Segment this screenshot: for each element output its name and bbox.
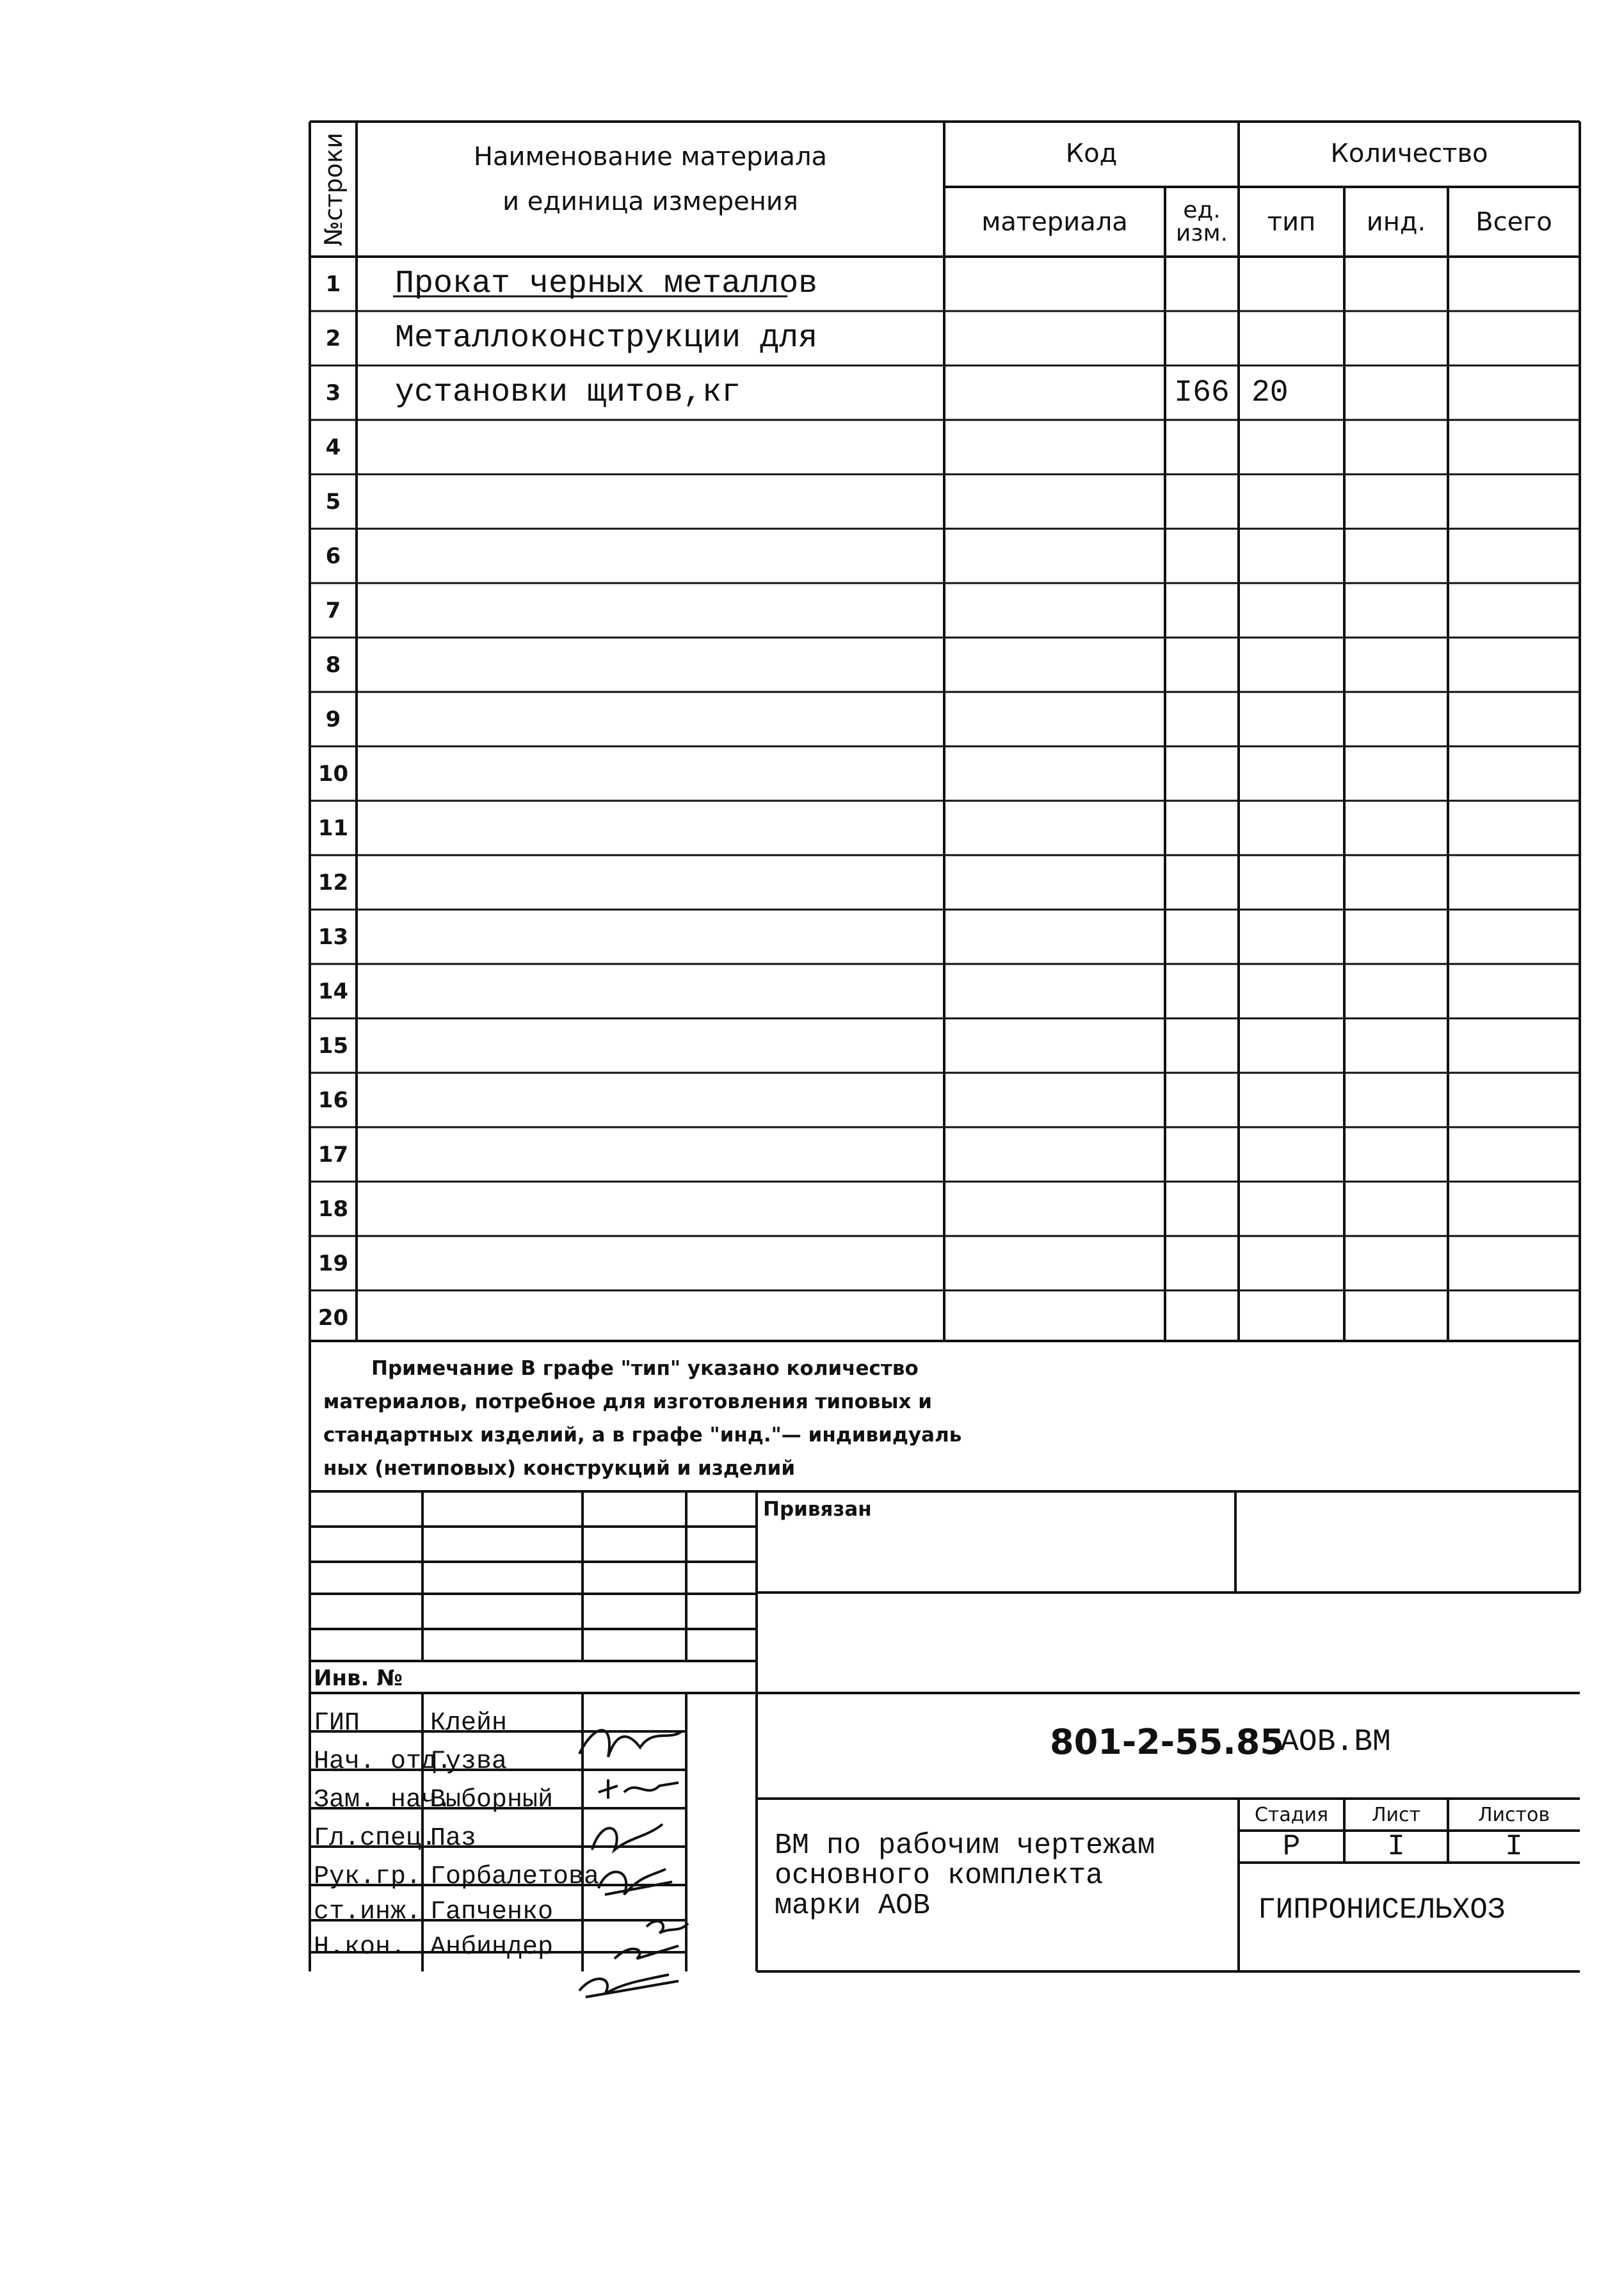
row-name [357,855,944,910]
row-number: 16 [318,1087,349,1113]
header-code-unit [1165,187,1239,257]
header-qty-total-label: Всего [1475,207,1552,237]
row-qty-type [1239,257,1344,311]
title-text-1: ВМ по рабочим чертежам [775,1829,1155,1862]
row-qty-type [1239,855,1344,910]
row-qty-type [1239,746,1344,801]
row-unit-code [1165,801,1239,855]
row-qty-type: 20 [1251,375,1289,410]
row-qty-type [1239,311,1344,365]
row-unit-code [1165,1018,1239,1073]
linked-label-text: Привязан [763,1498,872,1521]
row-number: 2 [325,325,341,351]
row-name [357,801,944,855]
sheets-label-text: Листов [1477,1803,1550,1826]
doc-mark [1280,1725,1391,1760]
row-qty-type [1239,964,1344,1018]
header-row-number-label: №строки [319,132,348,246]
stage-label-text: Стадия [1254,1803,1329,1826]
row-qty-type [1239,474,1344,529]
row-number: 15 [318,1032,349,1059]
sheet-value-text: I [1387,1830,1405,1863]
linked-label [763,1498,872,1521]
staff-name: Клейн [430,1709,508,1738]
title-line1 [775,1829,1155,1862]
stage-label [1239,1799,1344,1831]
doc-code [1050,1722,1284,1762]
row-name: Металлоконструкции для [395,320,818,357]
row-name [357,529,944,583]
row-number: 6 [325,543,341,569]
row-unit-code [1165,529,1239,583]
header-name [357,138,944,176]
staff-name: Гузва [430,1747,508,1776]
header-qty-type-label: тип [1267,207,1316,237]
row-qty-type [1239,529,1344,583]
header-qty-ind [1344,187,1448,257]
note-text-1: Примечание В графе "тип" указано количество [371,1357,919,1380]
row-number: 17 [318,1141,349,1168]
title-text-3: марки АОВ [775,1890,931,1922]
note-text-2: материалов, потребное для изготовления типовых и [323,1390,933,1413]
header-qty-ind-label: инд. [1366,207,1426,237]
note-line3 [323,1424,961,1447]
org-name-text: ГИПРОНИСЕЛЬХОЗ [1258,1893,1506,1927]
row-number: 9 [325,706,341,732]
row-qty-type [1239,801,1344,855]
staff-role: ГИП [314,1709,360,1738]
sheet-label-text: Лист [1371,1803,1421,1826]
row-unit-code [1165,1236,1239,1290]
sheet-label [1344,1799,1448,1831]
row-name [357,638,944,692]
sheet-value [1344,1831,1448,1863]
stage-value-text: Р [1282,1830,1301,1863]
row-name [357,1073,944,1127]
header-code-unit-label: ед. изм. [1175,197,1228,246]
row-name [357,420,944,474]
header-code-material [944,187,1165,257]
row-qty-type [1239,1073,1344,1127]
staff-role: Н.кон. [314,1933,406,1962]
org-name [1258,1893,1505,1927]
row-name [357,1236,944,1290]
row-name [357,910,944,964]
doc-mark-text: АОВ.ВМ [1280,1725,1391,1760]
row-name [357,1018,944,1073]
row-unit-code [1165,692,1239,746]
row-number: 14 [318,978,349,1004]
row-name [357,1182,944,1236]
staff-role: ст.инж. [314,1898,422,1927]
staff-name: Паз [430,1824,477,1853]
staff-name: Гапченко [430,1898,554,1927]
staff-role: Нач. отд. [314,1747,453,1776]
row-qty-type [1239,1290,1344,1345]
row-unit-code [1165,910,1239,964]
row-qty-type [1239,1236,1344,1290]
row-unit-code [1165,420,1239,474]
header-name-2 [357,182,944,221]
row-qty-type [1239,910,1344,964]
note-line1 [371,1357,919,1380]
row-name [357,746,944,801]
row-unit-code [1165,964,1239,1018]
staff-role: Гл.спец. [314,1824,437,1853]
row-unit-code [1165,1073,1239,1127]
note-line2 [323,1390,932,1413]
sheets-value-text: I [1505,1830,1523,1863]
row-unit-code [1165,638,1239,692]
note-text-3: стандартных изделий, а в графе "инд."— индивидуаль [323,1424,962,1447]
staff-name: Анбиндер [430,1933,554,1962]
row-name [357,1290,944,1345]
header-qty-type [1239,187,1344,257]
header-code-label: Код [1065,139,1118,168]
row-name [357,474,944,529]
row-unit-code [1165,855,1239,910]
row-unit-code [1165,1127,1239,1182]
row-qty-type [1239,1182,1344,1236]
row-unit-code [1165,257,1239,311]
header-row-number [310,122,357,257]
row-qty-type [1239,1127,1344,1182]
row-number: 10 [318,760,349,787]
row-unit-code [1165,746,1239,801]
row-unit-code [1165,1182,1239,1236]
row-number: 5 [325,488,341,515]
staff-role: Рук.гр. [314,1863,422,1891]
row-number: 1 [325,271,341,297]
sheets-label [1448,1799,1580,1831]
header-name-line2: и единица измерения [502,187,798,216]
header-name-line1: Наименование материала [473,142,828,172]
row-number: 19 [318,1250,349,1276]
title-text-2: основного комплекта [775,1859,1104,1892]
row-number: 18 [318,1196,349,1222]
note-text-4: ных (нетиповых) конструкций и изделий [323,1457,796,1480]
row-qty-type [1239,692,1344,746]
title-line2 [775,1859,1103,1892]
note-line4 [323,1457,795,1480]
staff-name: Горбалетова [430,1863,600,1891]
row-number: 12 [318,869,349,895]
row-qty-type [1239,1018,1344,1073]
row-name: Прокат черных металлов [395,266,818,302]
stage-value [1239,1831,1344,1863]
sheets-value [1448,1831,1580,1863]
header-quantity [1239,128,1580,179]
header-code [944,128,1239,179]
inv-label-text: Инв. № [314,1665,403,1691]
row-name [357,692,944,746]
staff-name: Выборный [430,1786,554,1815]
row-unit-code: I66 [1174,375,1230,410]
row-number: 13 [318,924,349,950]
row-number: 8 [325,652,341,678]
header-qty-total [1448,187,1580,257]
row-number: 11 [318,815,349,841]
title-line3 [775,1890,930,1922]
row-unit-code [1165,583,1239,638]
row-number: 20 [318,1304,349,1331]
row-number: 7 [325,597,341,623]
row-name [357,583,944,638]
row-name [357,964,944,1018]
row-unit-code [1165,311,1239,365]
row-unit-code [1165,1290,1239,1345]
row-number: 4 [325,434,341,460]
row-qty-type [1239,638,1344,692]
row-unit-code [1165,474,1239,529]
header-quantity-label: Количество [1330,139,1488,168]
row-number: 3 [325,380,341,406]
row-qty-type [1239,583,1344,638]
header-code-material-label: материала [981,207,1128,237]
staff-role: Зам. нач. [314,1786,453,1815]
doc-code-text: 801-2-55.85 [1050,1722,1284,1762]
row-name [357,1127,944,1182]
inv-label [314,1665,403,1691]
row-qty-type [1239,420,1344,474]
row-name: установки щитов,кг [395,374,741,411]
